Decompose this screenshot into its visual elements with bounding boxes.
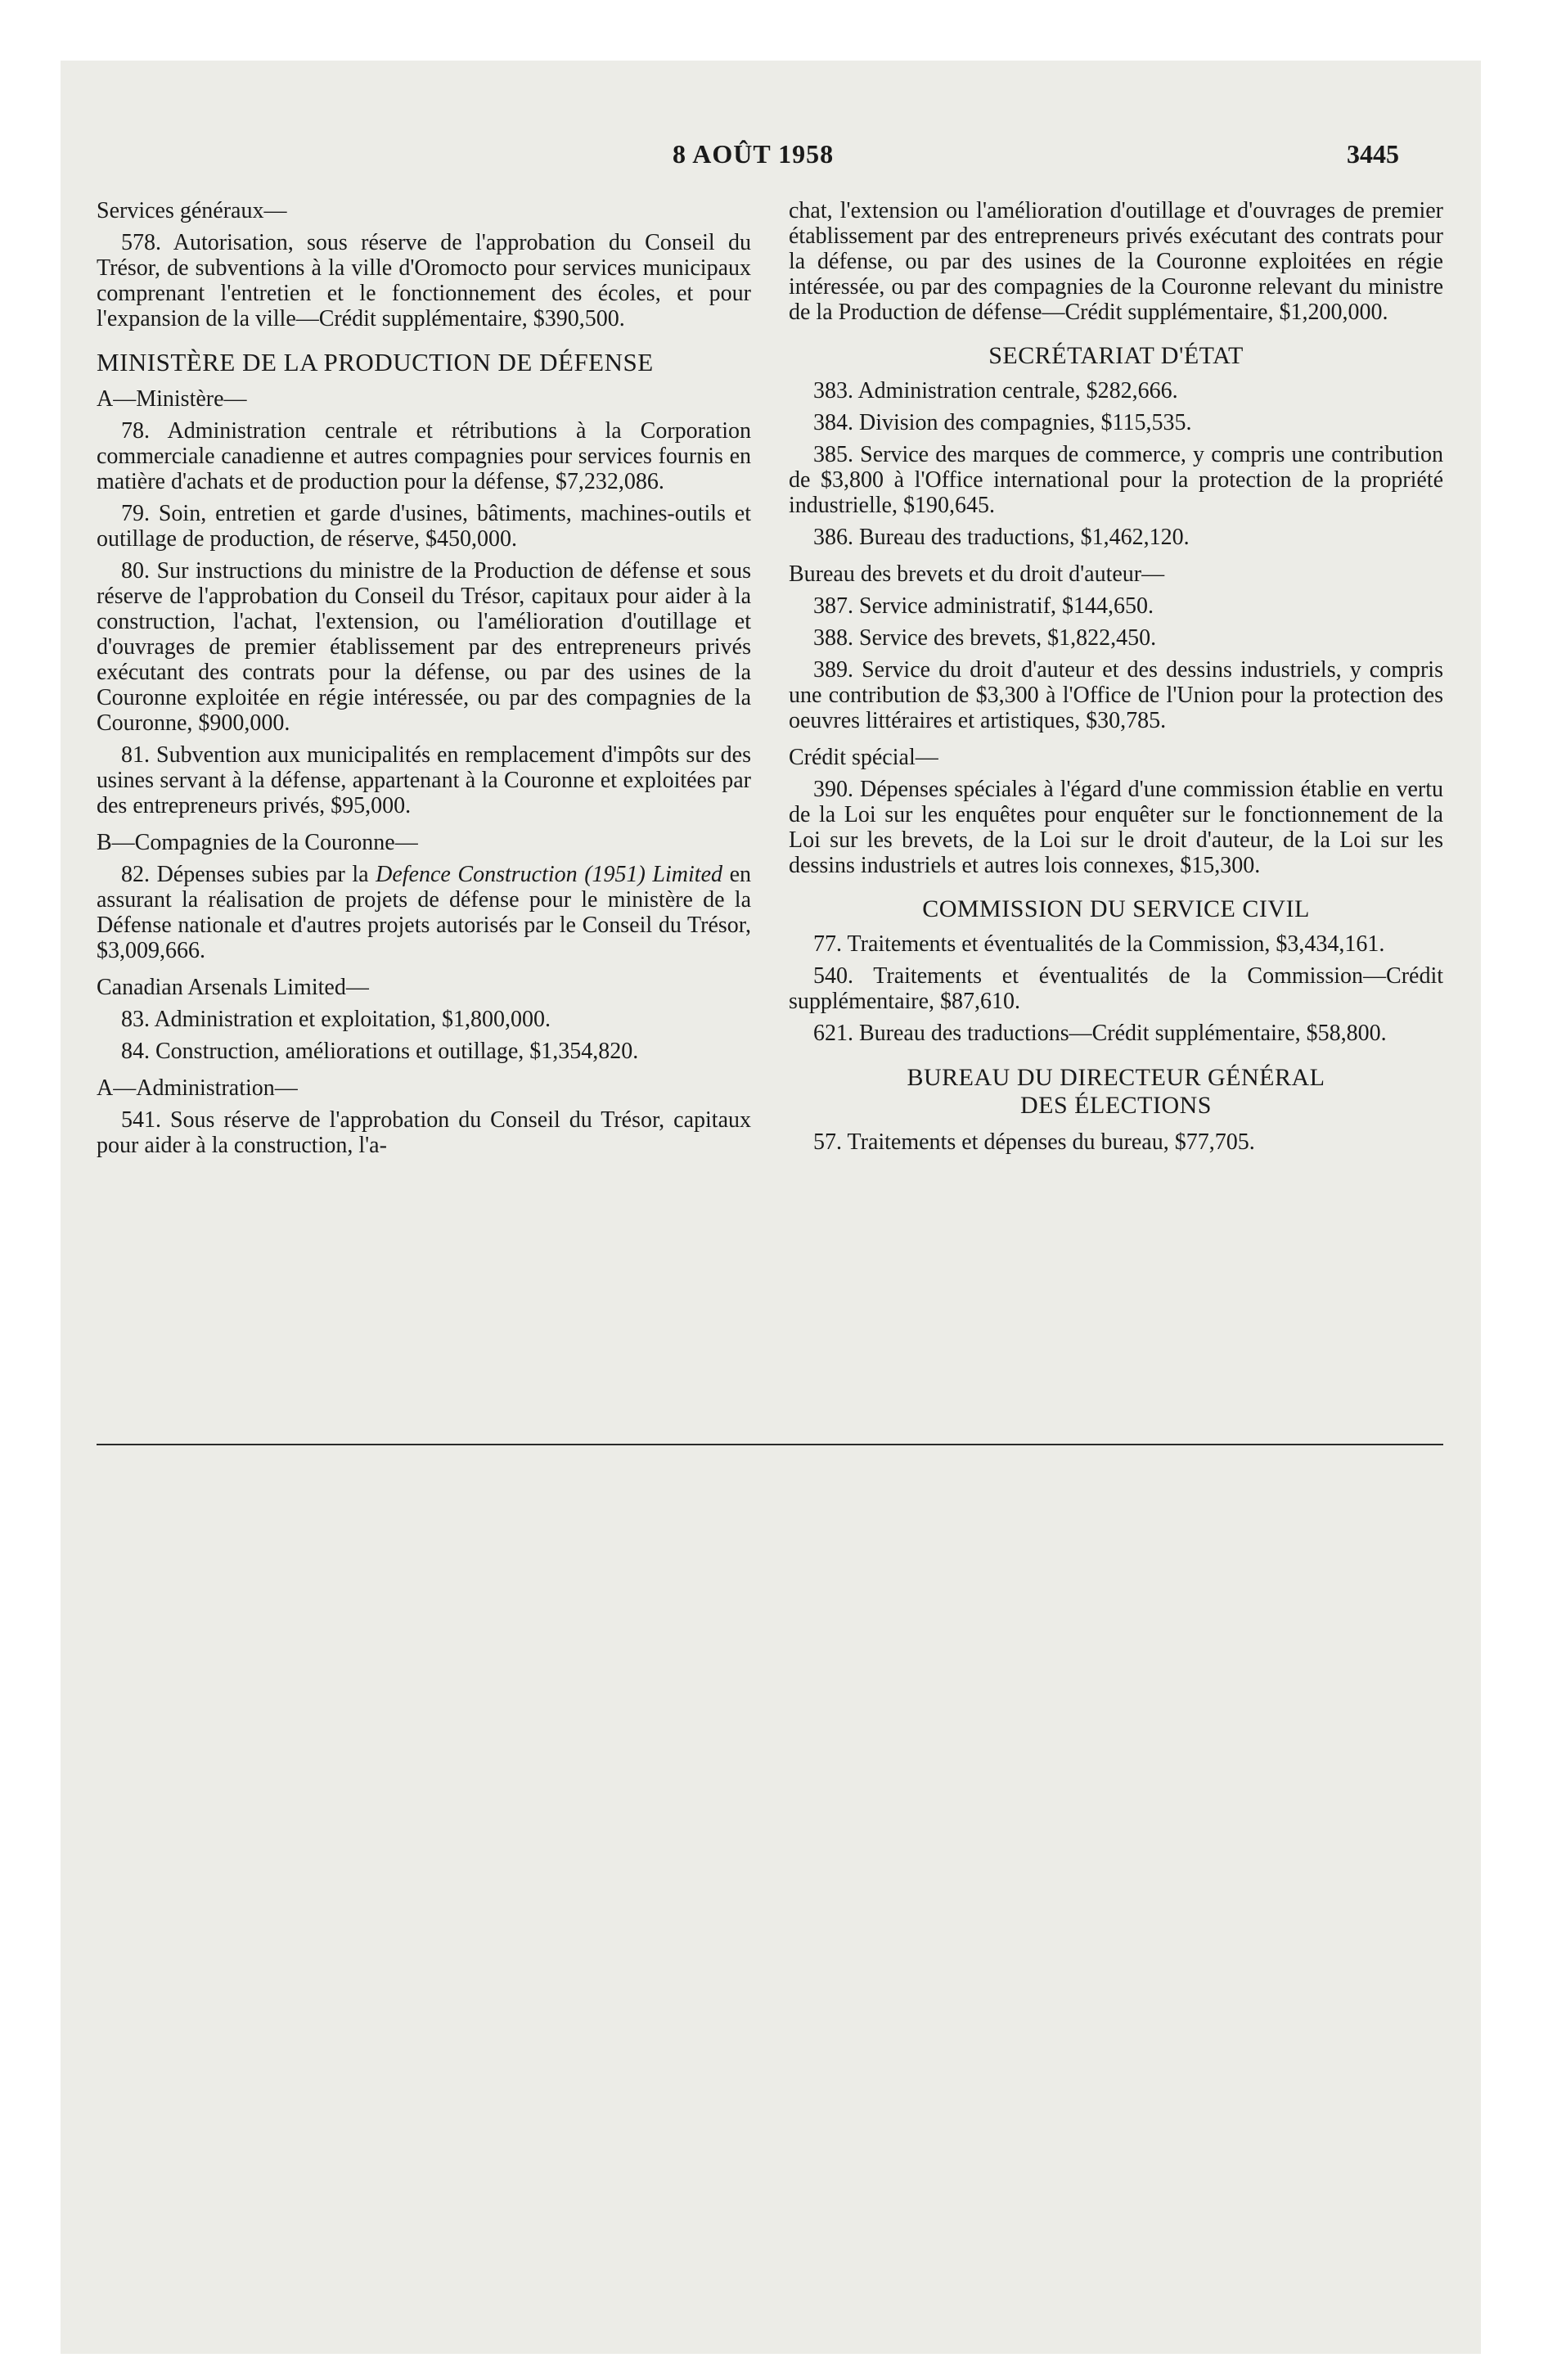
subheading-canadian-arsenals: Canadian Arsenals Limited— — [97, 975, 369, 1000]
vote-item-81: 81. Subvention aux municipalités en remplacement d'impôts sur des usines servant à la défense, appartenant à la Couronne et exploitées par des entrepreneurs privés, $95,000. — [97, 742, 751, 818]
subheading-credit-special: Crédit spécial— — [789, 745, 938, 770]
subheading-a-ministere: A—Ministère— — [97, 386, 247, 412]
page-date: 8 AOÛT 1958 — [673, 139, 835, 169]
vote-item-541: 541. Sous réserve de l'approbation du Conseil du Trésor, capitaux pour aider à la construction, l'a- — [97, 1107, 751, 1158]
vote-item-83: 83. Administration et exploitation, $1,800,000. — [121, 1007, 551, 1032]
right-column — [789, 198, 1443, 1161]
vote-item-541-continued: chat, l'extension ou l'amélioration d'outillage et d'ouvrages de premier établissement par des entrepreneurs privés exécutant des contrats pour la défense, ou par des usines de la Couronne exploitées en régie intéressée, ou par des compagnies de la Couronne relevant du ministre de la Production de défense—Crédit supplémentaire, $1,200,000. — [789, 198, 1443, 325]
subheading-a-administration: A—Administration— — [97, 1075, 298, 1101]
vote-item-77: 77. Traitements et éventualités de la Commission, $3,434,161. — [813, 931, 1385, 957]
section-heading-directeur-elections — [789, 1064, 1443, 1120]
vote-item-385: 385. Service des marques de commerce, y compris une contribution de $3,800 à l'Office international pour la protection de la propriété industrielle, $190,645. — [789, 442, 1443, 518]
vote-item-82-lead: 82. Dépenses subies par la — [121, 862, 376, 887]
section-heading-commission-service-civil: COMMISSION DU SERVICE CIVIL — [922, 895, 1310, 922]
vote-item-84: 84. Construction, améliorations et outillage, $1,354,820. — [121, 1039, 639, 1064]
vote-item-386: 386. Bureau des traductions, $1,462,120. — [813, 525, 1190, 550]
subheading-b-compagnies: B—Compagnies de la Couronne— — [97, 830, 418, 855]
vote-item-390: 390. Dépenses spéciales à l'égard d'une commission établie en vertu de la Loi sur les enquêtes pour enquêter sur le fonctionnement de la Loi sur les brevets, de la Loi sur le droit d'auteur, de la Loi sur les dessins industriels et autres lois connexes, $15,300. — [789, 777, 1443, 878]
section-heading-secretariat-etat: SECRÉTARIAT D'ÉTAT — [988, 342, 1244, 369]
vote-item-383: 383. Administration centrale, $282,666. — [813, 378, 1178, 403]
vote-item-540: 540. Traitements et éventualités de la Commission—Crédit supplémentaire, $87,610. — [789, 963, 1443, 1014]
left-column — [97, 198, 751, 1165]
vote-item-384: 384. Division des compagnies, $115,535. — [813, 410, 1192, 435]
vote-item-388: 388. Service des brevets, $1,822,450. — [813, 625, 1157, 651]
subheading-bureau-brevets: Bureau des brevets et du droit d'auteur— — [789, 561, 1165, 587]
section-heading-production-defense: MINISTÈRE DE LA PRODUCTION DE DÉFENSE — [97, 348, 654, 376]
vote-item-80: 80. Sur instructions du ministre de la Production de défense et sous réserve de l'approbation du Conseil du Trésor, capitaux pour aider à la construction, l'achat, l'extension, ou l'amélioration d'outillage et d'ouvrages de premier établissement par des entrepreneurs privés exécutant des contrats pour la défense, ou par des usines de la Couronne exploitée en régie intéressée, ou par des compagnies de la Couronne, $900,000. — [97, 558, 751, 736]
vote-item-82-company-name: Defence Construction (1951) Limited — [376, 862, 722, 887]
vote-item-57: 57. Traitements et dépenses du bureau, $77,705. — [813, 1129, 1255, 1155]
page-number: 3445 — [1347, 139, 1399, 169]
closing-rule — [97, 1444, 1443, 1445]
vote-item-78: 78. Administration centrale et rétributions à la Corporation commerciale canadienne et autres compagnies pour services fournis en matière d'achats et de production pour la défense, $7,232,086. — [97, 418, 751, 494]
vote-item-387: 387. Service administratif, $144,650. — [813, 593, 1154, 619]
page-header — [61, 139, 1481, 180]
vote-item-79: 79. Soin, entretien et garde d'usines, bâtiments, machines-outils et outillage de production, de réserve, $450,000. — [97, 501, 751, 552]
vote-item-82 — [97, 862, 751, 963]
section-heading-dge-line1: BUREAU DU DIRECTEUR GÉNÉRAL — [907, 1064, 1325, 1091]
vote-item-621: 621. Bureau des traductions—Crédit supplémentaire, $58,800. — [813, 1021, 1387, 1046]
vote-item-82-rest: en assurant la réalisation de projets de défense pour le ministère de la Défense nationale et d'autres projets autorisés par le Conseil du Trésor, $3,009,666. — [97, 862, 751, 963]
document-page — [61, 61, 1481, 2354]
section-heading-dge-line2: DES ÉLECTIONS — [1020, 1092, 1212, 1119]
vote-item-389: 389. Service du droit d'auteur et des dessins industriels, y compris une contribution de $3,300 à l'Office de l'Union pour la protection des oeuvres littéraires et artistiques, $30,785. — [789, 657, 1443, 733]
vote-item-578: 578. Autorisation, sous réserve de l'approbation du Conseil du Trésor, de subventions à la ville d'Oromocto pour services municipaux comprenant l'entretien et le fonctionnement des écoles, et pour l'expansion de la ville—Crédit supplémentaire, $390,500. — [97, 230, 751, 331]
subheading-services-generaux: Services généraux— — [97, 198, 287, 223]
